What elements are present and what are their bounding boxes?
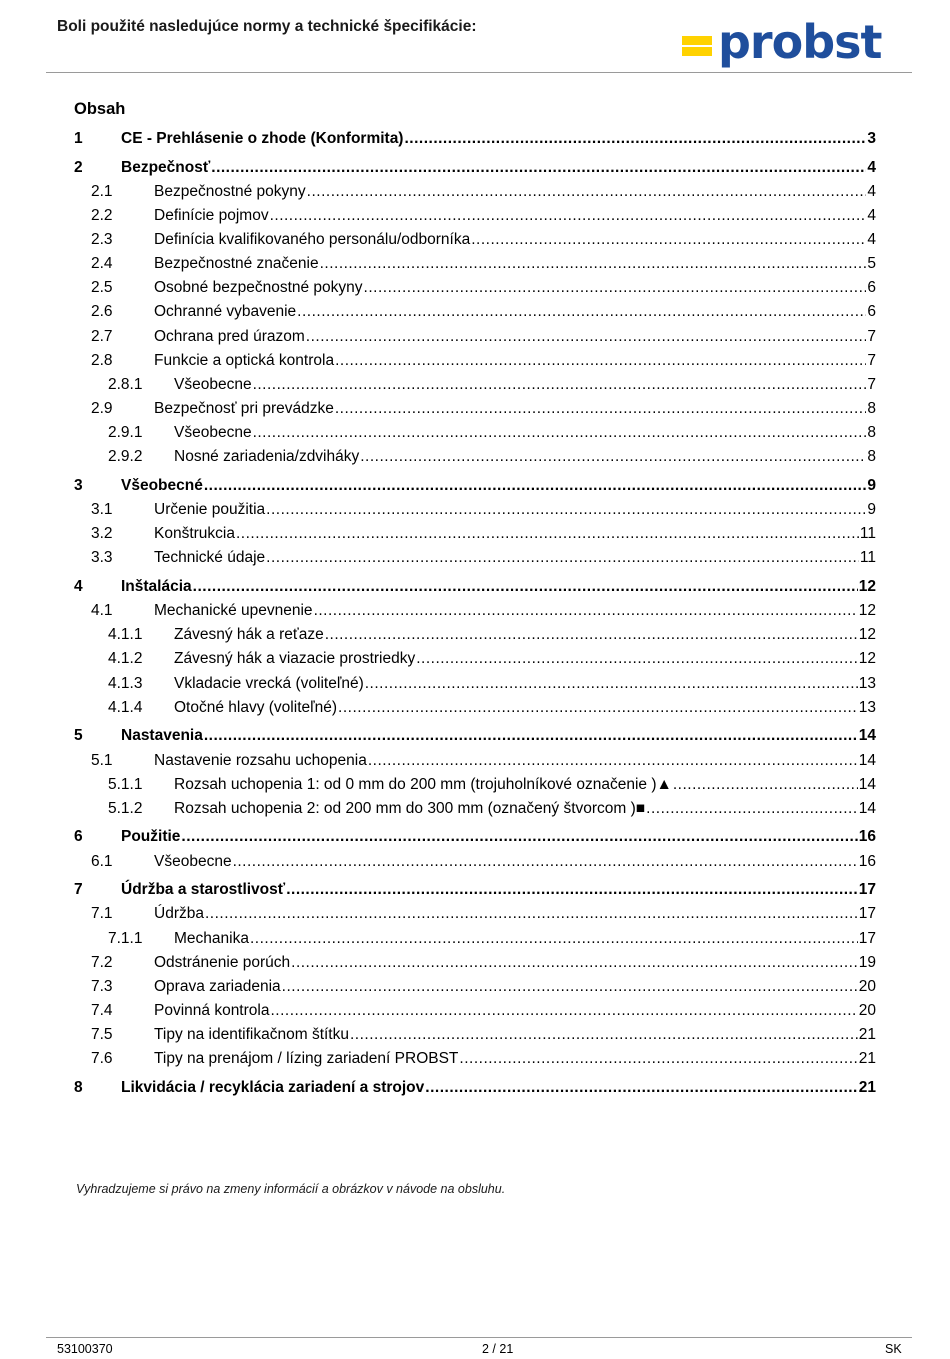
toc-entry[interactable] xyxy=(74,156,876,180)
toc-dot-leader xyxy=(673,773,858,797)
toc-entry-number: 5.1.1 xyxy=(108,775,143,793)
toc-entry-title: Bezpečnostné značenie xyxy=(154,255,319,273)
toc-entry-page: 14 xyxy=(858,727,876,745)
toc-entry-number: 2.9 xyxy=(91,400,113,418)
toc-entry-page: 7 xyxy=(867,351,876,369)
toc-dot-leader xyxy=(253,373,867,397)
toc-dot-leader xyxy=(364,276,867,300)
toc-entry-title: Všeobecne xyxy=(174,424,252,442)
logo-mark-icon xyxy=(682,34,712,56)
toc-entry-title: Nastavenie rozsahu uchopenia xyxy=(154,751,367,769)
toc-entry[interactable] xyxy=(74,445,876,469)
toc-entry[interactable] xyxy=(74,825,876,849)
toc-entry-page: 7 xyxy=(867,375,876,393)
toc-dot-leader xyxy=(266,498,866,522)
toc-entry-number: 5.1.2 xyxy=(108,799,143,817)
toc-entry-title: Údržba xyxy=(154,905,204,923)
toc-entry-page: 9 xyxy=(867,501,876,519)
toc-entry-number: 2.7 xyxy=(91,327,113,345)
toc-entry-page: 16 xyxy=(858,828,876,846)
toc-entry-number: 2.9.1 xyxy=(108,424,143,442)
toc-entry-page: 12 xyxy=(858,626,876,644)
page-indicator: 2 / 21 xyxy=(482,1342,514,1356)
toc-entry-page: 21 xyxy=(858,1050,876,1068)
toc-entry[interactable] xyxy=(74,975,876,999)
toc-entry-title: Určenie použitia xyxy=(154,501,266,519)
toc-dot-leader xyxy=(282,975,858,999)
toc-dot-leader xyxy=(193,575,858,599)
toc-entry-title: Bezpečnosť xyxy=(121,158,211,176)
toc-entry-number: 2.3 xyxy=(91,231,113,249)
toc-entry-page: 17 xyxy=(858,905,876,923)
toc-entry-number: 7.2 xyxy=(91,953,113,971)
toc-entry-page: 21 xyxy=(858,1078,876,1096)
toc-dot-leader xyxy=(350,1023,858,1047)
toc-entry[interactable] xyxy=(74,204,876,228)
toc-entry-number: 7.3 xyxy=(91,977,113,995)
toc-entry-title: Ochrana pred úrazom xyxy=(154,327,305,345)
toc-dot-leader xyxy=(365,672,858,696)
toc-entry-title: Tipy na identifikačnom štítku xyxy=(154,1026,349,1044)
toc-entry[interactable] xyxy=(74,696,876,720)
toc-entry-number: 2.8 xyxy=(91,351,113,369)
toc-entry[interactable] xyxy=(74,724,876,748)
toc-entry-title: Závesný hák a reťaze xyxy=(174,626,324,644)
toc-dot-leader xyxy=(360,445,866,469)
toc-entry-page: 12 xyxy=(858,602,876,620)
toc-entry[interactable] xyxy=(74,623,876,647)
toc-entry-number: 6.1 xyxy=(91,852,113,870)
toc-dot-leader xyxy=(325,623,858,647)
toc-entry-page: 6 xyxy=(867,303,876,321)
toc-entry[interactable] xyxy=(74,474,876,498)
toc-entry-number: 3.2 xyxy=(91,525,113,543)
toc-dot-leader xyxy=(270,204,867,228)
toc-entry-title: Inštalácia xyxy=(121,578,192,596)
toc-entry-page: 4 xyxy=(867,206,876,224)
toc-entry[interactable] xyxy=(74,325,876,349)
language-code: SK xyxy=(885,1342,902,1356)
document-number: 53100370 xyxy=(57,1342,113,1356)
toc-entry[interactable] xyxy=(74,647,876,671)
toc-entry-number: 7 xyxy=(74,881,83,899)
toc-entry-title: Likvidácia / recyklácia zariadení a strojov xyxy=(121,1078,425,1096)
toc-dot-leader xyxy=(416,647,858,671)
toc-entry-number: 3.1 xyxy=(91,501,113,519)
toc-entry-number: 2 xyxy=(74,158,83,176)
toc-entry-number: 4 xyxy=(74,578,83,596)
toc-entry-page: 20 xyxy=(858,1001,876,1019)
page-header-title: Boli použité nasledujúce normy a technické špecifikácie: xyxy=(57,18,477,35)
toc-entry-title: Osobné bezpečnostné pokyny xyxy=(154,279,363,297)
toc-entry-page: 9 xyxy=(867,476,876,494)
toc-entry-number: 2.1 xyxy=(91,182,113,200)
toc-entry-number: 6 xyxy=(74,828,83,846)
toc-entry-page: 16 xyxy=(858,852,876,870)
toc-entry[interactable] xyxy=(74,599,876,623)
toc-dot-leader xyxy=(270,999,857,1023)
toc-entry-title: Oprava zariadenia xyxy=(154,977,281,995)
toc-entry-title: Vkladacie vrecká (voliteľné) xyxy=(174,674,364,692)
toc-entry-page: 7 xyxy=(867,327,876,345)
toc-entry-number: 7.6 xyxy=(91,1050,113,1068)
toc-entry-number: 4.1 xyxy=(91,602,113,620)
footer-divider xyxy=(46,1337,912,1338)
toc-dot-leader xyxy=(307,180,867,204)
toc-entry-number: 7.1 xyxy=(91,905,113,923)
toc-entry[interactable] xyxy=(74,575,876,599)
toc-entry[interactable] xyxy=(74,850,876,874)
toc-entry-number: 4.1.2 xyxy=(108,650,143,668)
toc-entry-number: 7.4 xyxy=(91,1001,113,1019)
toc-entry-title: Údržba a starostlivosť xyxy=(121,881,286,899)
toc-entry[interactable] xyxy=(74,999,876,1023)
toc-dot-leader xyxy=(250,927,858,951)
toc-entry-title: Odstránenie porúch xyxy=(154,953,291,971)
toc-entry-title: Otočné hlavy (voliteľné) xyxy=(174,698,338,716)
toc-entry-title: Všeobecne xyxy=(174,375,252,393)
toc-entry-number: 7.1.1 xyxy=(108,929,143,947)
toc-entry-number: 2.9.2 xyxy=(108,448,143,466)
toc-dot-leader xyxy=(404,127,866,151)
toc-entry-title: Konštrukcia xyxy=(154,525,235,543)
toc-entry[interactable] xyxy=(74,397,876,421)
toc-dot-leader xyxy=(459,1047,857,1071)
toc-entry-title: Mechanika xyxy=(174,929,249,947)
toc-entry-title: Definície pojmov xyxy=(154,206,269,224)
toc-entry-title: Závesný hák a viazacie prostriedky xyxy=(174,650,416,668)
toc-dot-leader xyxy=(425,1076,857,1100)
toc-entry-number: 3.3 xyxy=(91,549,113,567)
toc-entry-title: Funkcie a optická kontrola xyxy=(154,351,335,369)
toc-dot-leader xyxy=(335,397,867,421)
toc-entry[interactable] xyxy=(74,252,876,276)
toc-dot-leader xyxy=(368,749,858,773)
toc-entry[interactable] xyxy=(74,228,876,252)
toc-entry-page: 3 xyxy=(867,130,876,147)
toc-entry-number: 8 xyxy=(74,1078,83,1096)
toc-dot-leader xyxy=(233,850,858,874)
toc-entry-number: 4.1.4 xyxy=(108,698,143,716)
toc-entry-page: 8 xyxy=(867,400,876,418)
toc-entry[interactable] xyxy=(74,180,876,204)
toc-entry-page: 17 xyxy=(858,881,876,899)
toc-entry[interactable] xyxy=(74,927,876,951)
toc-heading: Obsah xyxy=(74,100,126,118)
toc-entry-title: Povinná kontrola xyxy=(154,1001,270,1019)
toc-entry[interactable] xyxy=(74,498,876,522)
toc-entry-title: Ochranné vybavenie xyxy=(154,303,297,321)
toc-entry-title: Bezpečnostné pokyny xyxy=(154,182,306,200)
toc-entry-page: 4 xyxy=(867,158,876,176)
toc-dot-leader xyxy=(286,878,858,902)
toc-entry-title: Bezpečnosť pri prevádzke xyxy=(154,400,334,418)
toc-entry-page: 17 xyxy=(858,929,876,947)
toc-entry[interactable] xyxy=(74,1076,876,1100)
toc-entry-page: 21 xyxy=(858,1026,876,1044)
toc-entry-number: 1 xyxy=(74,130,83,147)
toc-entry[interactable] xyxy=(74,1023,876,1047)
toc-entry-title: Nastavenia xyxy=(121,727,203,745)
toc-entry-page: 11 xyxy=(859,549,876,567)
toc-entry-number: 2.6 xyxy=(91,303,113,321)
toc-entry-number: 2.8.1 xyxy=(108,375,143,393)
header-divider xyxy=(46,72,912,73)
toc-entry-page: 8 xyxy=(867,424,876,442)
toc-entry-number: 4.1.3 xyxy=(108,674,143,692)
toc-entry-page: 4 xyxy=(867,231,876,249)
toc-dot-leader xyxy=(205,902,858,926)
toc-entry-page: 8 xyxy=(867,448,876,466)
toc-entry-page: 19 xyxy=(858,953,876,971)
toc-entry-number: 2.2 xyxy=(91,206,113,224)
probst-logo xyxy=(682,15,904,69)
toc-entry[interactable] xyxy=(74,300,876,324)
toc-entry-title: Nosné zariadenia/zdviháky xyxy=(174,448,360,466)
toc-entry-title: Tipy na prenájom / lízing zariadení PROBST xyxy=(154,1050,459,1068)
toc-entry[interactable] xyxy=(74,878,876,902)
toc-entry-title: Mechanické upevnenie xyxy=(154,602,313,620)
toc-entry[interactable] xyxy=(74,373,876,397)
toc-dot-leader xyxy=(297,300,866,324)
toc-dot-leader xyxy=(253,421,867,445)
toc-entry[interactable] xyxy=(74,749,876,773)
table-of-contents xyxy=(74,127,876,1100)
toc-dot-leader xyxy=(236,522,859,546)
toc-entry-page: 13 xyxy=(858,698,876,716)
toc-entry-page: 12 xyxy=(858,650,876,668)
toc-entry[interactable] xyxy=(74,421,876,445)
toc-entry[interactable] xyxy=(74,951,876,975)
logo-wordmark: probst xyxy=(718,15,882,69)
toc-entry[interactable] xyxy=(74,276,876,300)
toc-dot-leader xyxy=(338,696,858,720)
toc-entry-page: 14 xyxy=(858,775,876,793)
toc-dot-leader xyxy=(204,724,858,748)
toc-entry-number: 2.5 xyxy=(91,279,113,297)
toc-entry[interactable] xyxy=(74,672,876,696)
toc-entry-title: Všeobecné xyxy=(121,476,203,494)
toc-entry[interactable] xyxy=(74,546,876,570)
toc-dot-leader xyxy=(314,599,858,623)
toc-dot-leader xyxy=(266,546,859,570)
toc-entry-title: Technické údaje xyxy=(154,549,266,567)
toc-entry-number: 2.4 xyxy=(91,255,113,273)
toc-entry-title: Definícia kvalifikovaného personálu/odborníka xyxy=(154,231,471,249)
toc-entry-page: 12 xyxy=(858,578,876,596)
toc-dot-leader xyxy=(320,252,867,276)
toc-dot-leader xyxy=(204,474,867,498)
toc-entry-title: Rozsah uchopenia 2: od 200 mm do 300 mm (označený štvorcom )■ xyxy=(174,799,646,817)
toc-entry-number: 5 xyxy=(74,727,83,745)
disclaimer-note: Vyhradzujeme si právo na zmeny informácií a obrázkov v návode na obsluhu. xyxy=(76,1182,506,1196)
toc-dot-leader xyxy=(306,325,867,349)
toc-entry[interactable] xyxy=(74,902,876,926)
toc-entry-page: 4 xyxy=(867,182,876,200)
toc-dot-leader xyxy=(646,797,858,821)
toc-entry[interactable] xyxy=(74,522,876,546)
toc-dot-leader xyxy=(471,228,866,252)
toc-entry-title: CE - Prehlásenie o zhode (Konformita) xyxy=(121,130,404,147)
toc-entry-page: 13 xyxy=(858,674,876,692)
toc-entry-page: 6 xyxy=(867,279,876,297)
toc-entry-title: Použitie xyxy=(121,828,181,846)
toc-entry-number: 5.1 xyxy=(91,751,113,769)
toc-entry[interactable] xyxy=(74,773,876,797)
toc-entry[interactable] xyxy=(74,349,876,373)
toc-entry-number: 4.1.1 xyxy=(108,626,143,644)
toc-entry-page: 11 xyxy=(859,525,876,543)
toc-entry-page: 14 xyxy=(858,751,876,769)
toc-dot-leader xyxy=(181,825,857,849)
toc-entry-page: 20 xyxy=(858,977,876,995)
toc-entry[interactable] xyxy=(74,1047,876,1071)
toc-entry-number: 3 xyxy=(74,476,83,494)
toc-entry[interactable] xyxy=(74,127,876,151)
toc-dot-leader xyxy=(335,349,866,373)
toc-entry-number: 7.5 xyxy=(91,1026,113,1044)
toc-dot-leader xyxy=(291,951,858,975)
toc-entry-title: Všeobecne xyxy=(154,852,232,870)
toc-dot-leader xyxy=(211,156,866,180)
toc-entry-title: Rozsah uchopenia 1: od 0 mm do 200 mm (trojuholníkové označenie )▲ xyxy=(174,775,672,793)
toc-entry-page: 5 xyxy=(867,255,876,273)
toc-entry-page: 14 xyxy=(858,799,876,817)
toc-entry[interactable] xyxy=(74,797,876,821)
